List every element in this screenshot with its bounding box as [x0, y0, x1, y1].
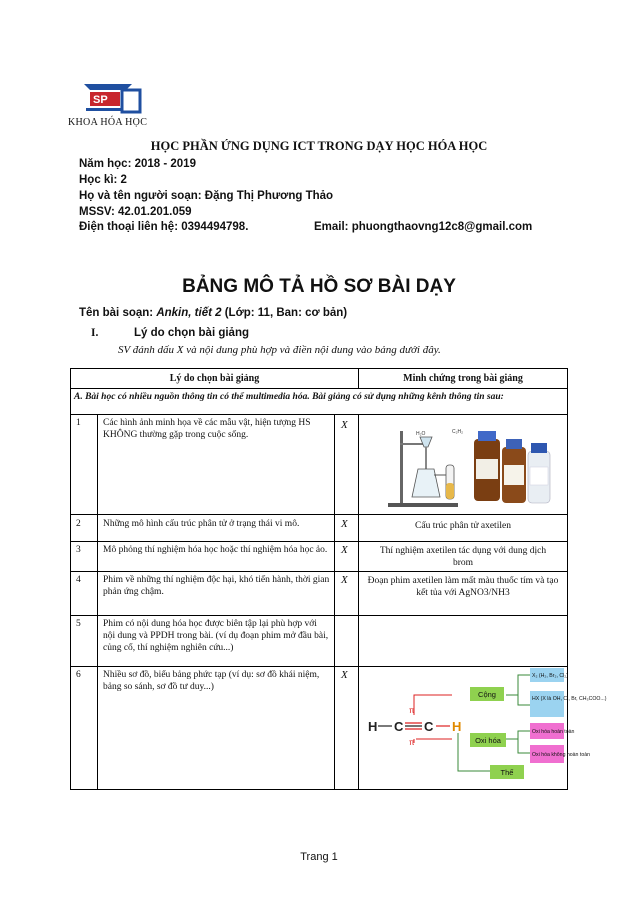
formula-c1: C [394, 719, 404, 734]
row-number: 2 [76, 519, 81, 529]
school-year: Năm học: 2018 - 2019 [79, 158, 196, 170]
reaction-mind-map [364, 667, 607, 787]
row-mark: X [341, 544, 348, 556]
lesson-detail: (Lớp: 11, Ban: cơ bản) [221, 307, 348, 319]
row-mark: X [341, 419, 348, 431]
row-mark: X [341, 574, 348, 586]
row-number: 1 [76, 418, 81, 428]
box-x2: X₂ (H₂, Br₂, Cl₂) [532, 673, 569, 679]
box-hx: HX (X là OH, Cl, Br, CH₃COO...) [532, 696, 607, 702]
faculty-name: KHOA HÓA HỌC [68, 117, 148, 128]
lesson-name: Ankin, tiết 2 [156, 307, 222, 319]
node-the: Thế [500, 768, 514, 777]
row-reason: Các hình ảnh minh họa về các mẫu vật, hiện tượng HS KHÔNG thường gặp trong cuộc sống. [103, 418, 311, 440]
page-number: Trang 1 [300, 851, 338, 863]
row-evidence: Thí nghiệm axetilen tác dụng với dung dịch brom [379, 546, 547, 568]
node-cong: Cộng [478, 690, 496, 699]
email: Email: phuongthaovng12c8@gmail.com [314, 221, 533, 233]
row-number: 5 [76, 619, 81, 629]
formula-c2: C [424, 719, 434, 734]
pi-label-top: π [409, 706, 415, 715]
section-title: Lý do chọn bài giảng [134, 327, 249, 339]
university-logo [82, 78, 144, 116]
author-name: Họ và tên người soạn: Đặng Thị Phương Thảo [79, 190, 334, 202]
row-mark: X [341, 518, 348, 530]
course-title: HỌC PHẦN ỨNG DỤNG ICT TRONG DẠY HỌC HÓA HỌC [150, 139, 488, 153]
row-reason: Những mô hình cấu trúc phân tử ở trạng thái vi mô. [103, 519, 300, 529]
row-reason: Nhiều sơ đồ, biểu bảng phức tạp (ví dụ: sơ đồ khái niệm, bảng so sánh, sơ đồ tư duy...) [103, 670, 320, 692]
header-evidence: Minh chứng trong bài giảng [403, 373, 523, 384]
row-evidence: Đoạn phim axetilen làm mất màu thuốc tím và tạo kết tủa với AgNO3/NH3 [367, 576, 559, 598]
node-oxi-hoa: Oxi hóa [475, 736, 501, 745]
phone: Điện thoại liên hệ: 0394494798. [79, 221, 249, 233]
formula-h-right: H [452, 719, 462, 734]
section-number: I. [91, 327, 99, 339]
lab-apparatus-image [376, 421, 556, 511]
row-number: 4 [76, 575, 81, 585]
formula-h-left: H [368, 719, 378, 734]
row-reason: Phim có nội dung hóa học được biên tập lại phù hợp với nội dung và PPDH trong bài. (ví dụ đoạn phim mở đầu bài, củng cố, thí nghiệm nghiên cứu...) [103, 619, 329, 653]
svg-text:H₂O: H₂O [416, 431, 426, 437]
pi-label-bottom: π [409, 738, 415, 747]
row-number: 3 [76, 545, 81, 555]
student-id: MSSV: 42.01.201.059 [79, 206, 192, 218]
box-oxi-partial: Oxi hóa không hoàn toàn [532, 752, 590, 758]
svg-text:SP: SP [93, 94, 108, 106]
row-mark: X [341, 669, 348, 681]
section-instruction: SV đánh dấu X và nội dung phù hợp và điền nội dung vào bảng dưới đây. [118, 344, 441, 356]
row-reason: Phim về những thí nghiệm độc hại, khó tiến hành, thời gian phản ứng chậm. [103, 575, 330, 597]
document-title: BẢNG MÔ TẢ HỒ SƠ BÀI DẠY [182, 276, 456, 297]
section-a-text: A. Bài học có nhiều nguồn thông tin có thể multimedia hóa. Bài giảng có sử dụng những kênh thông tin sau: [74, 392, 504, 402]
row-reason: Mô phỏng thí nghiệm hóa học hoặc thí nghiệm hóa học ảo. [103, 545, 328, 555]
lesson-label: Tên bài soạn: [79, 307, 157, 319]
box-oxi-full: Oxi hóa hoàn toàn [532, 729, 575, 735]
row-evidence: Cấu trúc phân tử axetilen [415, 521, 511, 531]
semester: Học kì: 2 [79, 174, 127, 186]
reason-table [70, 368, 607, 790]
lesson-line [79, 307, 347, 319]
row-number: 6 [76, 670, 81, 680]
header-reason: Lý do chọn bài giảng [169, 373, 260, 384]
svg-text:C₂H₂: C₂H₂ [452, 429, 464, 435]
